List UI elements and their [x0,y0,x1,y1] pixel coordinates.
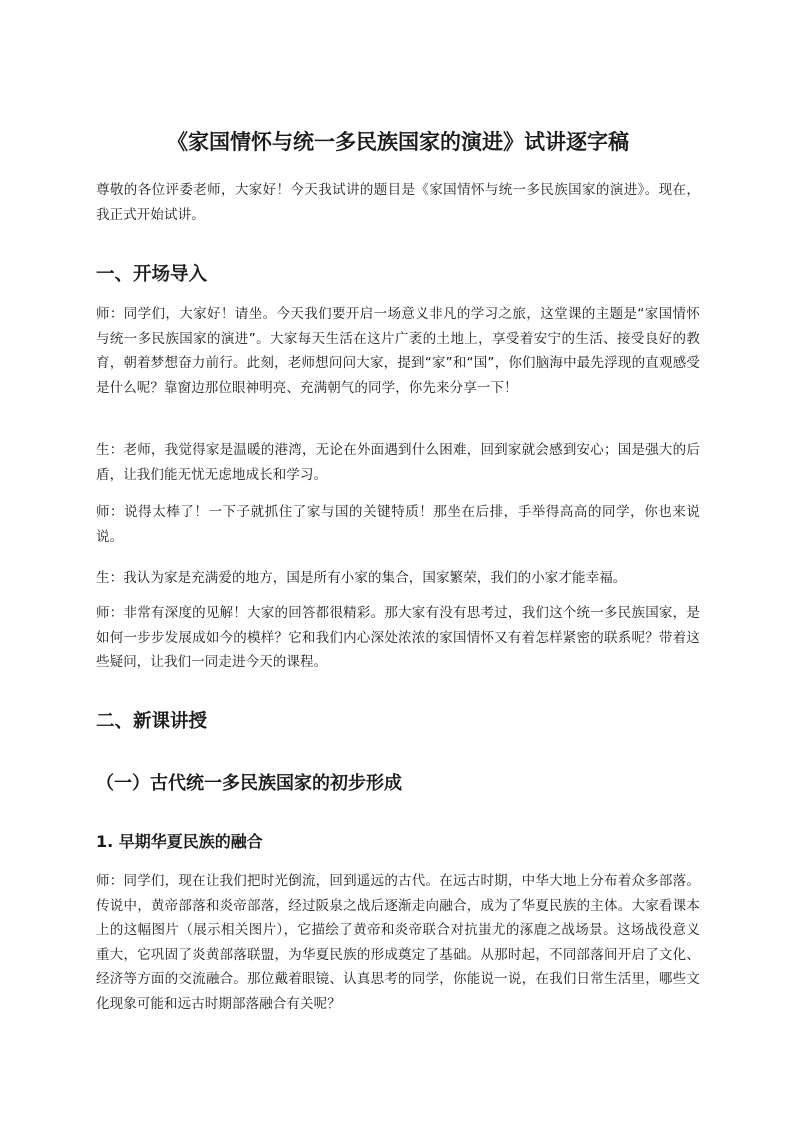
document-title: 《家国情怀与统一多民族国家的演进》试讲逐字稿 [167,130,629,154]
dialogue-paragraph: 生：我认为家是充满爱的地方，国是所有小家的集合，国家繁荣，我们的小家才能幸福。 [96,570,627,586]
subsection-heading: （一）古代统一多民族国家的初步形成 [96,773,402,794]
section-heading-new-lesson: 二、新课讲授 [96,711,208,732]
section-heading-opening: 一、开场导入 [96,264,208,285]
dialogue-paragraph: 师：说得太棒了！一下子就抓住了家与国的关键特质！那坐在后排，手举得高高的同学，你也来说说。 [96,504,700,545]
intro-paragraph: 尊敬的各位评委老师，大家好！今天我试讲的题目是《家国情怀与统一多民族国家的演进》。现在，我正式开始试讲。 [96,182,700,223]
lesson-paragraph: 师：同学们，现在让我们把时光倒流，回到遥远的古代。在远古时期，中华大地上分布着众多部落。传说中，黄帝部落和炎帝部落，经过阪泉之战后逐渐走向融合，成为了华夏民族的主体。大家看课本上的这幅图片（展示相关图片），它描绘了黄帝和炎帝联合对抗蚩尤的涿鹿之战场景。这场战役意义重大，它巩固了炎黄部落联盟，为华夏民族的形成奠定了基础。从那时起，不同部落间开启了文化、经济等方面的交流融合。那位戴着眼镜、认真思考的同学，你能说一说，在我们日常生活里，哪些文化现象可能和远古时期部落融合有关呢？ [96,873,700,1012]
dialogue-paragraph: 师：非常有深度的见解！大家的回答都很精彩。那大家有没有思考过，我们这个统一多民族国家，是如何一步步发展成如今的模样？它和我们内心深处浓浓的家国情怀又有着怎样紧密的联系呢？带着这些疑问，让我们一同走进今天的课程。 [96,605,700,670]
dialogue-paragraph: 生：老师，我觉得家是温暖的港湾，无论在外面遇到什么困难，回到家就会感到安心；国是强大的后盾，让我们能无忧无虑地成长和学习。 [96,442,700,483]
subsubsection-heading: 1. 早期华夏民族的融合 [96,832,263,851]
dialogue-paragraph: 师：同学们，大家好！请坐。今天我们要开启一场意义非凡的学习之旅，这堂课的主题是“家国情怀与统一多民族国家的演进”。大家每天生活在这片广袤的土地上，享受着安宁的生活、接受良好的教育，朝着梦想奋力前行。此刻，老师想问问大家，提到“家”和“国”，你们脑海中最先浮现的直观感受是什么呢？靠窗边那位眼神明亮、充满朝气的同学，你先来分享一下！ [96,306,700,396]
